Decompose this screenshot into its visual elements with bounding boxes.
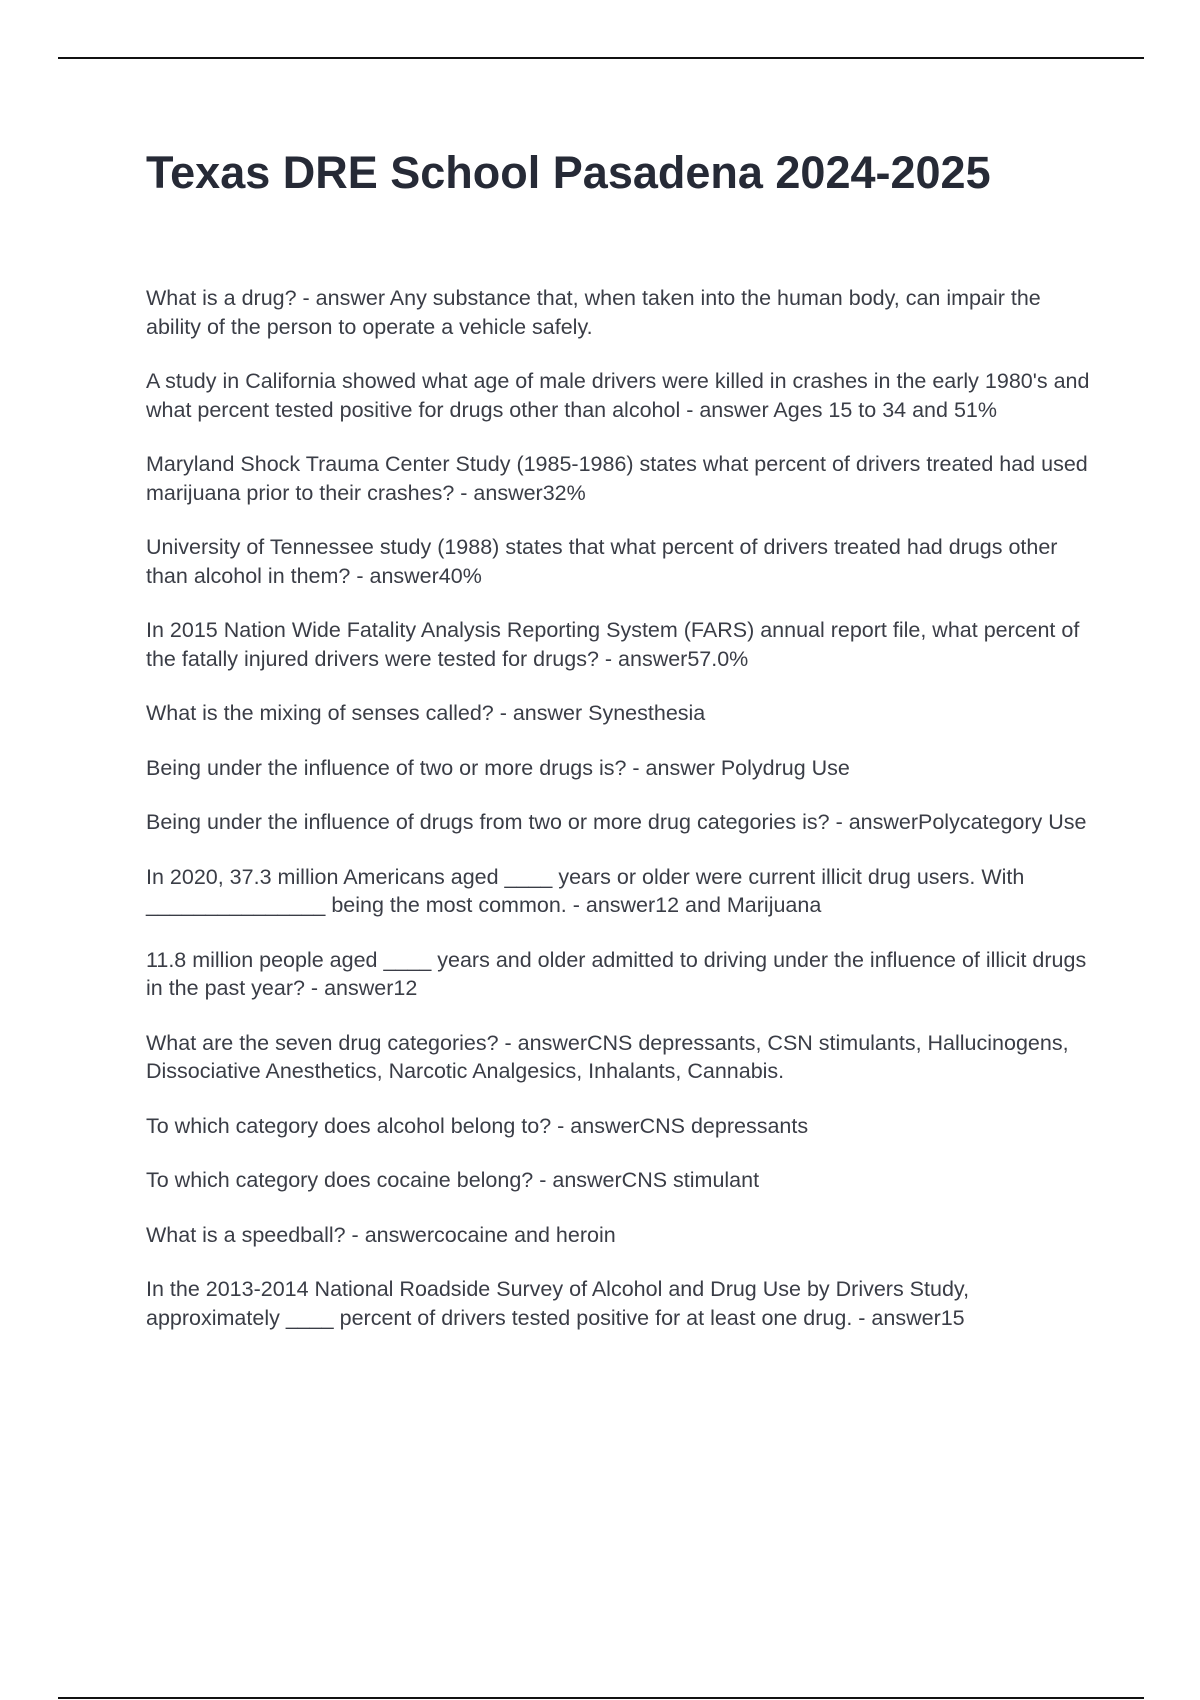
qa-item: What are the seven drug categories? - answerCNS depressants, CSN stimulants, Hallucinogens, Dissociative Anesthetics, Narcotic Analgesics, Inhalants, Cannabis. — [146, 1030, 1069, 1083]
qa-item: What is the mixing of senses called? - answer Synesthesia — [146, 701, 706, 725]
qa-list — [146, 284, 1096, 1358]
qa-item: In the 2013-2014 National Roadside Survey of Alcohol and Drug Use by Drivers Study, approximately ____ percent of drivers tested positive for at least one drug. - answer15 — [146, 1277, 970, 1330]
qa-item: What is a speedball? - answercocaine and heroin — [146, 1222, 616, 1247]
top-divider — [58, 57, 1144, 59]
qa-item: Maryland Shock Trauma Center Study (1985-1986) states what percent of drivers treated had used marijuana prior to their crashes? - answer32% — [146, 452, 1088, 505]
qa-item: To which category does alcohol belong to? - answerCNS depressants — [146, 1113, 809, 1138]
qa-item: To which category does cocaine belong? - answerCNS stimulant — [146, 1168, 760, 1192]
qa-item: What is a drug? - answer Any substance that, when taken into the human body, can impair the ability of the person to operate a vehicle safely. — [146, 286, 1041, 339]
qa-item: In 2015 Nation Wide Fatality Analysis Reporting System (FARS) annual report file, what percent of the fatally injured drivers were tested for drugs? - answer57.0% — [146, 618, 1080, 671]
qa-item: Being under the influence of drugs from two or more drug categories is? - answerPolycategory Use — [146, 810, 1087, 834]
bottom-divider — [58, 1697, 1144, 1699]
qa-item: 11.8 million people aged ____ years and older admitted to driving under the influence of illicit drugs in the past year? - answer12 — [146, 947, 1087, 1000]
qa-item: University of Tennessee study (1988) states that what percent of drivers treated had drugs other than alcohol in them? - answer40% — [146, 535, 1058, 588]
qa-item: A study in California showed what age of male drivers were killed in crashes in the early 1980's and what percent tested positive for drugs other than alcohol - answer Ages 15 to 34 and 51% — [146, 369, 1090, 422]
qa-item: Being under the influence of two or more drugs is? - answer Polydrug Use — [146, 755, 850, 780]
document-title: Texas DRE School Pasadena 2024-2025 — [146, 147, 991, 198]
qa-item: In 2020, 37.3 million Americans aged ____ years or older were current illicit drug users. With _______________ being the most common. - answer12 and Marijuana — [146, 864, 1025, 917]
